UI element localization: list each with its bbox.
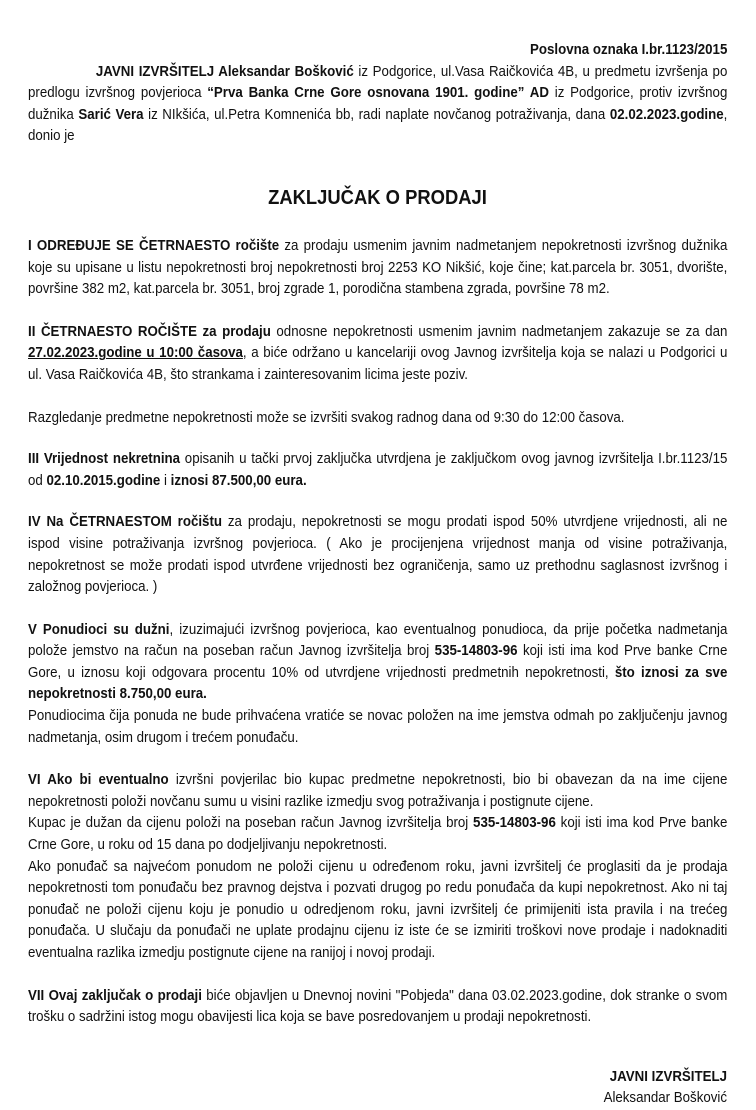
signature-name: Aleksandar Bošković <box>603 1090 727 1107</box>
section-5: V Ponudioci su dužni, izuzimajući izvršnog povjerioca, kao eventualnog ponudioca, da prije početka nadmetanja polože jemstvo na račun na poseban račun Javnog izvršitelja broj 535-14803-96 koji isti ima kod Prve banke Crne Gore, u iznosu koji odgovara procentu 10% od utvrdjene vrijednosti predmetnih nepokretnosti, što iznosi za sve nepokretnosti 8.750,00 eura. <box>28 621 728 703</box>
document-page <box>28 40 727 1110</box>
section-1: I ODREĐUJE SE ČETRNAESTO ročište za prodaju usmenim javnim nadmetanjem nepokretnosti izvršnog dužnika koje su upisane u listu nepokretnosti broj nepokretnosti broj 2253 KO Nikšić, koje čine; kat.parcela br. 3051, dvorište, površine 382 m2, kat.parcela br. 3051, broj zgrade 1, porodična stambena zgrada, površine 78 m2. <box>28 237 728 298</box>
document-title: ZAKLJUČAK O PRODAJI <box>268 186 487 209</box>
intro-paragraph: JAVNI IZVRŠITELJ Aleksandar Bošković iz Podgorice, ul.Vasa Raičkovića 4B, u predmetu izvršenja po predlogu izvršnog povjerioca “Prva Banka Crne Gore osnovana 1901. godine” AD iz Podgorice, protiv izvršnog dužnika Sarić Vera iz NIkšića, ul.Petra Komnenića bb, radi naplate novčanog potraživanja, dana 02.02.2023.godine, donio je <box>28 63 728 145</box>
section-6: VI Ako bi eventualno izvršni povjerilac bio kupac predmetne nepokretnosti, bio bi obavezan da na ime cijene nepokretnosti položi novčanu sumu u visini razlike izmedju svog potraživanja i postignute cijene. <box>28 772 728 810</box>
viewing-paragraph: Razgledanje predmetne nepokretnosti može se izvršiti svakog radnog dana od 9:30 do 12:00 časova. <box>28 409 625 426</box>
section-6-payment: Kupac je dužan da cijenu položi na poseban račun Javnog izvršitelja broj 535-14803-96 koji isti ima kod Prve banke Crne Gore, u roku od 15 dana po dodjeljivanju nepokretnosti. <box>28 815 728 854</box>
section-4: IV Na ČETRNAESTOM ročištu za prodaju, nepokretnosti se mogu prodati ispod 50% utvrdjene vrijednosti, ali ne ispod visine potraživanja izvršnog povjerioca. ( Ako je procijenjena vrijednost manja od visine potraživanja, nepokretnost se može prodati ispod utvrđene vrijednosti bez ograničenja, samo uz prethodnu saglasnost izvršnog i založnog povjerioca. ) <box>28 514 728 596</box>
section-7: VII Ovaj zaključak o prodaji biće objavljen u Dnevnoj novini "Pobjeda" dana 03.02.2023.godine, dok stranke o svom trošku o sadržini istog mogu obavijesti lica koja se bave posredovanjem u prodaji nepokretnosti. <box>28 987 728 1026</box>
signature-title: JAVNI IZVRŠITELJ <box>609 1068 727 1085</box>
section-6-default: Ako ponuđač sa najvećom ponudom ne položi cijenu u određenom roku, javni izvršitelj će proglasiti da je prodaja nepokretnosti tom ponuđaču bez pravnog dejstva i pozvati drugog po redu ponuđača da kupi nepokretnost. Ako ni taj ponuđač ne položi cijenu koju je ponudio u odredjenom roku, javni izvršitelj će primijeniti ista pravila i na trećeg ponuđača. U slučaju da ponuđači ne uplate prodajnu cijenu iz iste će se izmiriti troškovi nove prodaje i nadoknaditi eventualna razlika izmedju postignute cijene na ranijoj i novoj prodaji. <box>28 858 728 961</box>
reference-number: Poslovna oznaka I.br.1123/2015 <box>530 42 728 58</box>
section-2: II ČETRNAESTO ROČIŠTE za prodaju odnosne nepokretnosti usmenim javnim nadmetanjem zakazuje se za dan 27.02.2023.godine u 10:00 časova, a biće održano u kancelariji ovog Javnog izvršitelja koja se nalazi u Podgorici u ul. Vasa Raičkovića 4B, što strankama i zainteresovanim licima jeste poziv. <box>28 323 728 383</box>
section-5-refund: Ponudiocima čija ponuda ne bude prihvaćena vratiće se novac položen na ime jemstva odmah po zaključenju javnog nadmetanja, osim drugom i trećem ponuđaču. <box>28 708 728 746</box>
section-3: III Vrijednost nekretnina opisanih u tački prvoj zaključka utvrdjena je zaključkom ovog javnog izvršitelja I.br.1123/15 od 02.10.2015.godine i iznosi 87.500,00 eura. <box>28 451 728 489</box>
signature-block <box>28 1067 727 1110</box>
